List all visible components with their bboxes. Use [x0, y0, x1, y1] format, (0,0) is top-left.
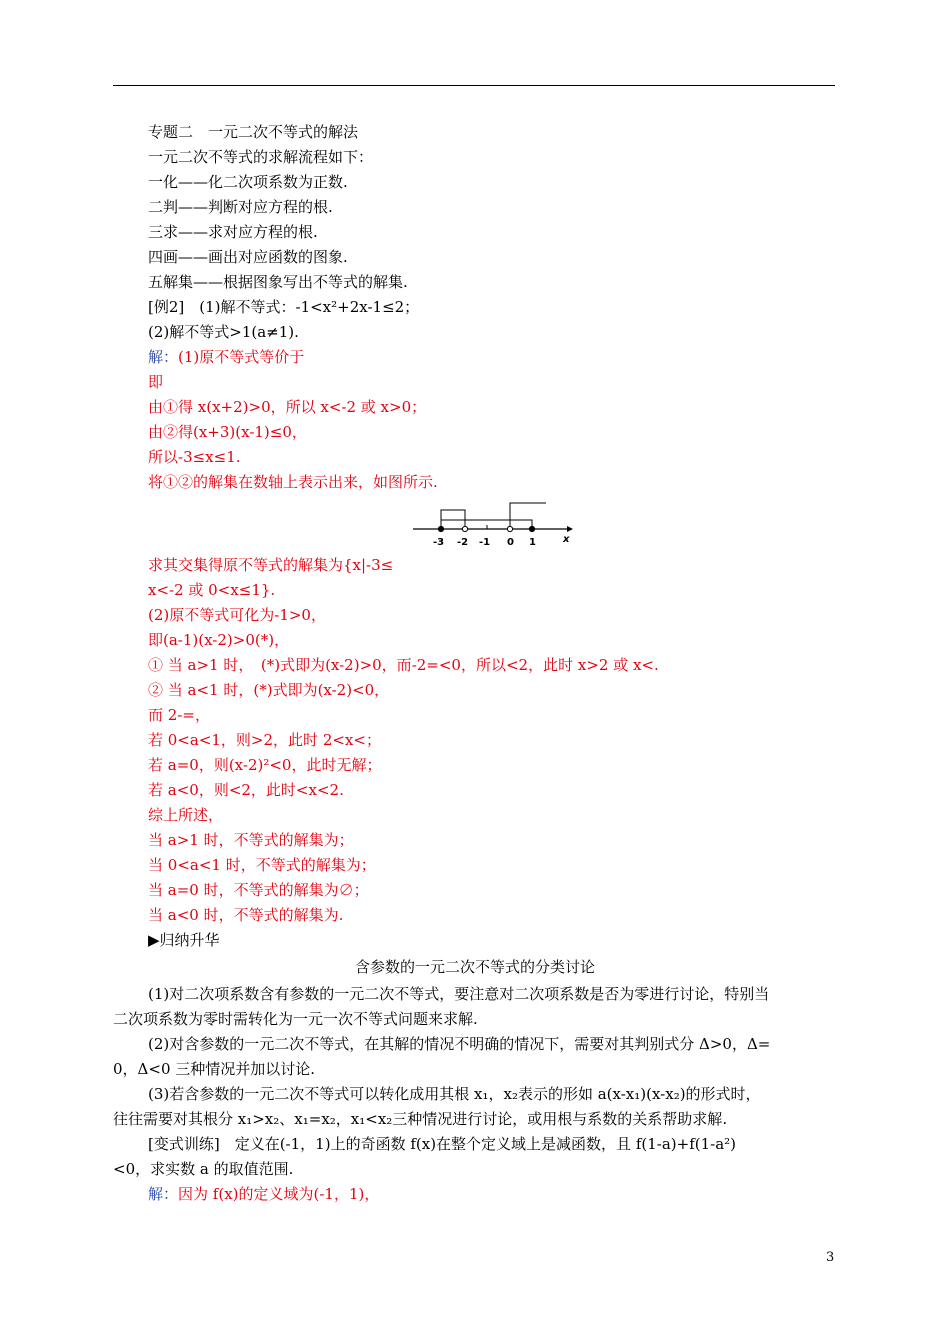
tick-label: -3	[433, 537, 445, 548]
open-point	[462, 526, 467, 531]
solution-line: ② 当 a<1 时，(*)式即为(x-2)<0，	[148, 681, 390, 699]
summary-line: (3)若含参数的一元二次不等式可以转化成用其根 x₁，x₂表示的形如 a(x-x₁)(x-x₂)的形式时，	[148, 1085, 761, 1103]
process-line: 四画——画出对应函数的图象.	[148, 248, 348, 266]
solution-line: 当 0<a<1 时，不等式的解集为；	[148, 856, 376, 874]
process-line: 二判——判断对应方程的根.	[148, 198, 333, 216]
solution-line: 由②得(x+3)(x-1)≤0，	[148, 423, 307, 441]
exercise-solution-line	[148, 1184, 379, 1204]
solution-label: 解：	[148, 348, 179, 366]
solution-line: ① 当 a>1 时， (*)式即为(x-2)>0，而-2=<0，所以<2，此时 x>2 或 x<.	[148, 656, 659, 674]
solution-line: 即	[148, 373, 164, 391]
axis-arrow	[567, 526, 573, 532]
solution-line: 当 a>1 时，不等式的解集为；	[148, 831, 354, 849]
summary-line: 0，Δ<0 三种情况并加以讨论.	[113, 1060, 316, 1078]
tick-label: 0	[507, 537, 514, 548]
summary-line: (1)对二次项系数含有参数的一元二次不等式，要注意对二次项系数是否为零进行讨论，特别当	[148, 985, 770, 1003]
exercise-solution-text: 因为 f(x)的定义域为(-1，1)，	[178, 1185, 380, 1203]
solution-line	[148, 347, 304, 367]
summary-line: 二次项系数为零时需转化为一元一次不等式问题来求解.	[113, 1010, 478, 1028]
summary-title: 含参数的一元二次不等式的分类讨论	[354, 958, 595, 976]
solution-line: 而 2-=，	[148, 706, 210, 724]
solution-line: 若 0<a<1，则>2，此时 2<x<；	[148, 731, 381, 749]
summary-line: 往往需要对其根分 x₁>x₂、x₁=x₂，x₁<x₂三种情况进行讨论，或用根与系数的关系帮助求解.	[113, 1110, 728, 1128]
header-rule	[113, 85, 835, 86]
solution-label: 解：	[148, 1185, 179, 1203]
solution-line: 若 a=0，则(x-2)²<0，此时无解；	[148, 756, 382, 774]
example-2-part-1: [例2] (1)解不等式：-1<x²+2x-1≤2；	[148, 298, 420, 316]
summary-heading: ▶归纳升华	[148, 931, 220, 949]
solution-line: 由①得 x(x+2)>0，所以 x<-2 或 x>0；	[148, 398, 427, 416]
solution-line: 当 a=0 时，不等式的解集为∅；	[148, 881, 369, 899]
solution-line: 求其交集得原不等式的解集为{x|-3≤	[148, 556, 394, 574]
solution-text: (1)原不等式等价于	[178, 348, 305, 366]
solution-line: 当 a<0 时，不等式的解集为.	[148, 906, 344, 924]
exercise-line: [变式训练] 定义在(-1，1)上的奇函数 f(x)在整个定义域上是减函数，且 f(1-a)+f(1-a²)	[148, 1135, 737, 1153]
process-line: 三求——求对应方程的根.	[148, 223, 318, 241]
interval-bracket-right	[510, 503, 546, 529]
tick-label: 1	[529, 537, 536, 548]
process-line: 五解集——根据图象写出不等式的解集.	[148, 273, 408, 291]
axis-label: x	[563, 534, 570, 545]
solution-line: (2)原不等式可化为-1>0，	[148, 606, 326, 624]
solution-line: x<-2 或 0<x≤1}.	[148, 581, 276, 599]
solution-line: 若 a<0，则<2，此时<x<2.	[148, 781, 344, 799]
process-line: 一元二次不等式的求解流程如下：	[148, 148, 374, 166]
number-line-figure	[409, 498, 579, 550]
example-2-part-2: (2)解不等式>1(a≠1).	[148, 323, 299, 341]
exercise-line: <0，求实数 a 的取值范围.	[113, 1160, 294, 1178]
solid-point	[529, 526, 534, 531]
solution-line: 即(a-1)(x-2)>0(*)，	[148, 631, 290, 649]
topic-title: 专题二 一元二次不等式的解法	[148, 123, 359, 141]
solution-line: 将①②的解集在数轴上表示出来，如图所示.	[148, 473, 438, 491]
summary-line: (2)对含参数的一元二次不等式，在其解的情况不明确的情况下，需要对其判别式分 Δ>0，Δ=	[148, 1035, 771, 1053]
open-point	[507, 526, 512, 531]
page-number: 3	[826, 1250, 835, 1265]
process-line: 一化——化二次项系数为正数.	[148, 173, 348, 191]
tick-label: -1	[479, 537, 491, 548]
tick-label: -2	[457, 537, 469, 548]
solution-line: 综上所述，	[148, 806, 224, 824]
solution-line: 所以-3≤x≤1.	[148, 448, 241, 466]
solid-point	[438, 526, 443, 531]
